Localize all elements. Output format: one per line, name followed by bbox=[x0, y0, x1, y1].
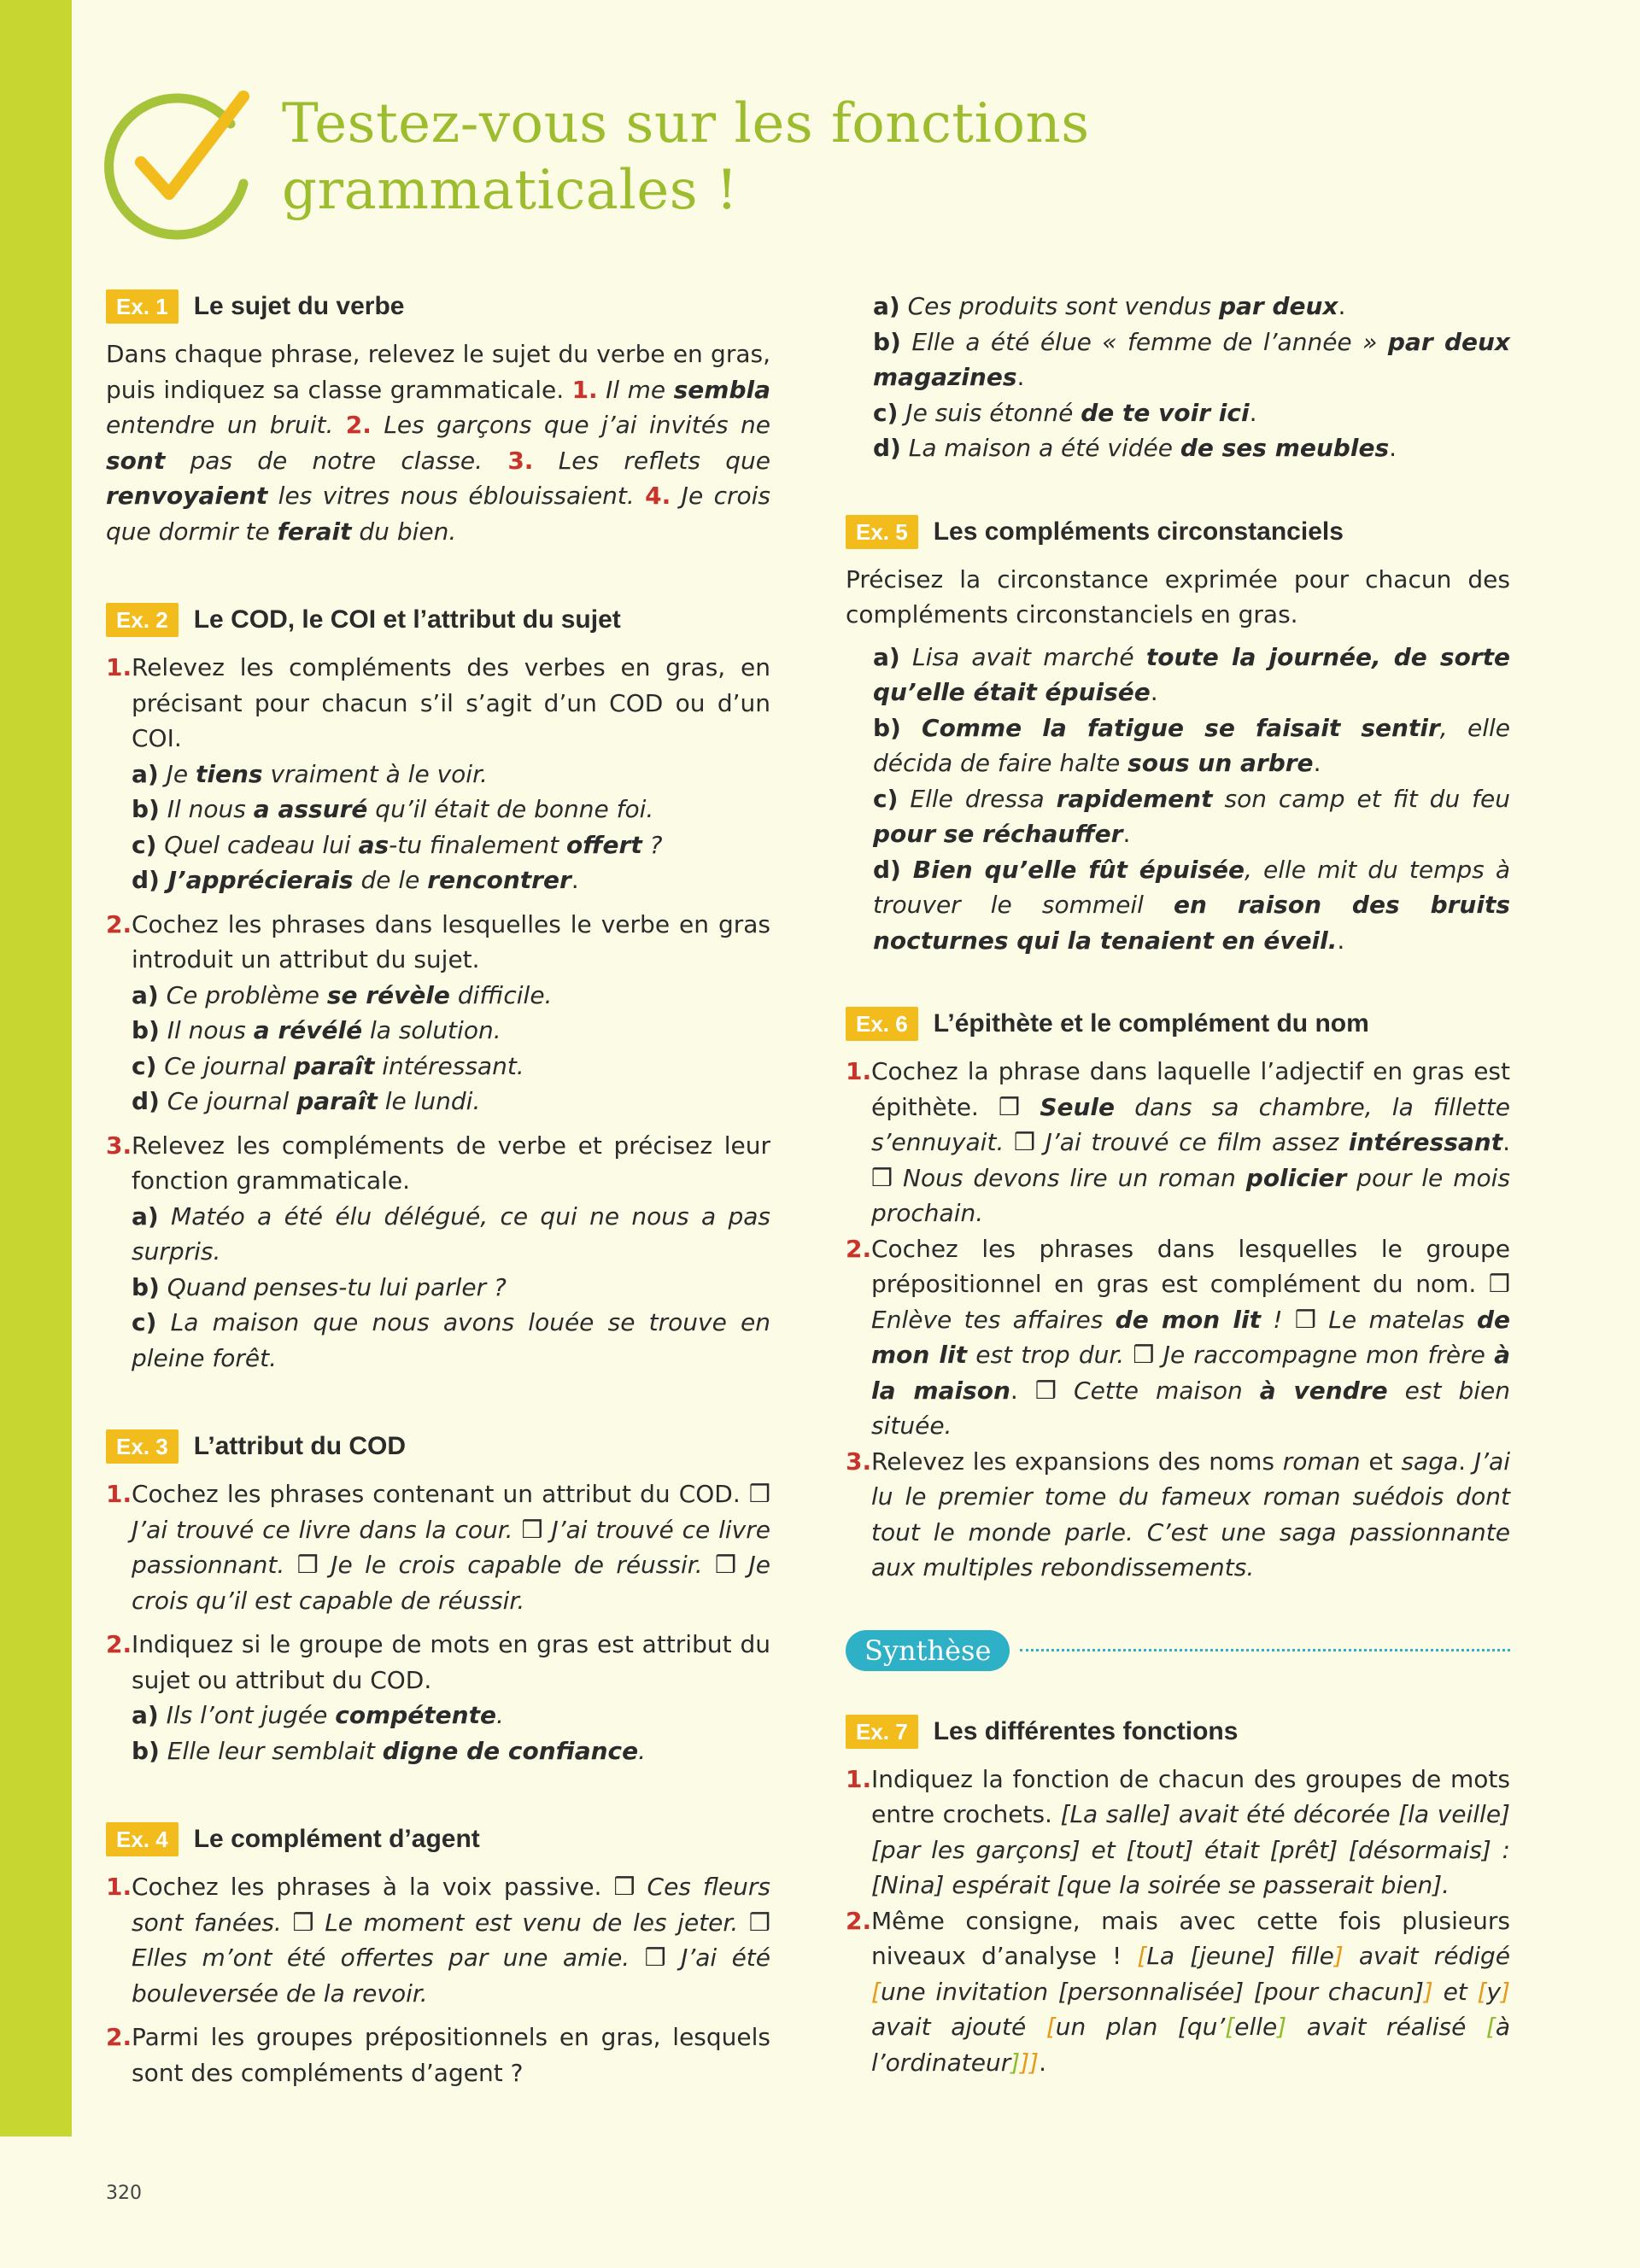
checkmark-circle-icon bbox=[102, 90, 256, 243]
list-item: 3. Relevez les expansions des noms roman et saga. J’ai lu le premier tome du fameux roman suédois dont tout le monde parle. C’est une saga passionnante aux multiples rebondissements. bbox=[846, 1447, 1510, 1581]
exercise-7-header bbox=[846, 1714, 1510, 1750]
checkbox-icon: ❒ bbox=[999, 1092, 1021, 1121]
checkbox-icon: ❒ bbox=[871, 1163, 893, 1192]
page-number: 320 bbox=[106, 2183, 142, 2204]
exercise-badge: Ex. 4 bbox=[106, 1822, 179, 1856]
checkbox-icon: ❒ bbox=[292, 1908, 314, 1937]
list-item: 1. Relevez les compléments des verbes en gras, en précisant pour chacun s’il s’agit d’un COD ou d’un COI. a) Je tiens vraiment à le voir. b) Il nous a assuré qu’il était de bonne foi. c) Quel cadeau lui as-tu finalement offert ? d) J’apprécierais de le rencontrer. bbox=[106, 653, 770, 894]
list-item: 1. Cochez les phrases à la voix passive. ❒ Ces fleurs sont fanées. ❒ Le moment est venu de les jeter. ❒ Elles m’ont été offertes par une amie. ❒ J’ai été bouleversée de la revoir. bbox=[106, 1873, 771, 2008]
list-item: 2. Cochez les phrases dans lesquelles le groupe prépositionnel en gras est complément du nom. ❒ Enlève tes affaires de mon lit ! ❒ Le matelas de mon lit est trop dur. ❒ Je raccompagne mon frère à la maison. ❒ Cette maison à vendre est bien située. bbox=[846, 1234, 1510, 1440]
checkbox-icon: ❒ bbox=[1013, 1128, 1036, 1156]
exercise-4-sublist: a) Ces produits sont vendus par deux. b) Elle a été élue « femme de l’année » par deux magazines. c) Je suis étonné de te voir ici. d) La maison a été vidée de ses meubles. bbox=[873, 292, 1510, 462]
exercise-badge: Ex. 1 bbox=[106, 289, 179, 324]
checkbox-icon: ❒ bbox=[296, 1551, 319, 1579]
checkbox-icon: ❒ bbox=[748, 1908, 770, 1937]
list-item: 2. Indiquez si le groupe de mots en gras est attribut du sujet ou attribut du COD. a) Ils l’ont jugée compétente. b) Elle leur semblait digne de confiance. bbox=[106, 1630, 770, 1765]
exercise-1-header bbox=[106, 289, 770, 324]
exercise-title: L’épithète et le complément du nom bbox=[933, 1009, 1369, 1038]
checkbox-icon: ❒ bbox=[1488, 1270, 1510, 1298]
synthese-section-header bbox=[846, 1630, 1510, 1671]
checkbox-icon: ❒ bbox=[613, 1873, 636, 1901]
checkbox-icon: ❒ bbox=[1034, 1376, 1057, 1405]
exercise-title: L’attribut du COD bbox=[193, 1432, 407, 1461]
checkbox-icon: ❒ bbox=[644, 1944, 666, 1972]
exercise-title: Les différentes fonctions bbox=[933, 1716, 1239, 1745]
exercise-2-header bbox=[106, 602, 770, 638]
exercise-badge: Ex. 3 bbox=[106, 1429, 179, 1464]
exercise-1-text: Dans chaque phrase, relevez le sujet du verbe en gras, puis indiquez sa classe grammaticale. 1. Il me sembla entendre un bruit. 2. Les garçons que j’ai invités ne sont pas de notre classe. 3. Les reflets que renvoyaient les vitres nous éblouissaient. 4. Je crois que dormir te ferait du bien. bbox=[106, 340, 771, 546]
page-title: Testez-vous sur les fonctions grammaticales ! bbox=[282, 92, 1090, 222]
dotted-divider bbox=[1020, 1649, 1510, 1651]
synthese-badge: Synthèse bbox=[846, 1630, 1010, 1671]
exercise-4-header bbox=[106, 1821, 770, 1857]
exercise-3-header bbox=[106, 1429, 770, 1464]
exercise-title: Le complément d’agent bbox=[193, 1825, 480, 1854]
exercise-5-header bbox=[846, 514, 1510, 550]
exercise-title: Le COD, le COI et l’attribut du sujet bbox=[193, 605, 621, 634]
list-item: 1. Cochez les phrases contenant un attribut du COD. ❒ J’ai trouvé ce livre dans la cour. ❒ J’ai trouvé ce livre passionnant. ❒ Je le crois capable de réussir. ❒ Je crois qu’il est capable de réussir. bbox=[106, 1480, 770, 1615]
list-item: 3. Relevez les compléments de verbe et précisez leur fonction grammaticale. a) Matéo a été élu délégué, ce qui ne nous a pas surpris. b) Quand penses-tu lui parler ? c) La maison que nous avons louée se trouve en pleine forêt. bbox=[106, 1131, 770, 1372]
list-item: 2. Cochez les phrases dans lesquelles le verbe en gras introduit un attribut du sujet. a) Ce problème se révèle difficile. b) Il nous a révélé la solution. c) Ce journal paraît intéressant. d) Ce journal paraît le lundi. bbox=[106, 909, 770, 1115]
checkbox-icon: ❒ bbox=[1294, 1305, 1316, 1334]
exercise-title: Le sujet du verbe bbox=[193, 292, 405, 321]
left-column bbox=[106, 289, 770, 2099]
exercise-badge: Ex. 6 bbox=[846, 1007, 918, 1041]
exercise-badge: Ex. 2 bbox=[106, 603, 179, 637]
exercise-5-intro: Précisez la circonstance exprimée pour chacun des compléments circonstanciels en gras. bbox=[846, 564, 1510, 628]
left-color-band bbox=[0, 0, 72, 2136]
checkbox-icon: ❒ bbox=[521, 1515, 543, 1544]
right-column bbox=[846, 289, 1510, 2089]
checkbox-icon: ❒ bbox=[715, 1551, 737, 1579]
exercise-6-header bbox=[846, 1006, 1510, 1042]
list-item: 1. Cochez la phrase dans laquelle l’adjectif en gras est épithète. ❒ Seule dans sa chambre, la fillette s’ennuyait. ❒ J’ai trouvé ce film assez intéressant. ❒ Nous devons lire un roman policier pour le mois prochain. bbox=[846, 1057, 1510, 1227]
exercise-badge: Ex. 7 bbox=[846, 1715, 918, 1749]
exercise-5-sublist: a) Lisa avait marché toute la journée, de sorte qu’elle était épuisée. b) Comme la fatigue se faisait sentir, elle décida de faire halte sous un arbre. c) Elle dressa rapidement son camp et fit du feu pour se réchauffer. d) Bien qu’elle fût épuisée, elle mit du temps à trouver le sommeil en raison des bruits nocturnes qui la tenaient en éveil.. bbox=[873, 642, 1511, 955]
list-item: 2. Parmi les groupes prépositionnels en gras, lesquels sont des compléments d’agent ? bbox=[106, 2023, 770, 2087]
checkbox-icon: ❒ bbox=[1133, 1341, 1155, 1369]
exercise-badge: Ex. 5 bbox=[846, 515, 918, 549]
list-item: 1. Indiquez la fonction de chacun des groupes de mots entre crochets. [La salle] avait été décorée [la veille] [par les garçons] et [tout] était [prêt] [désormais] : [Nina] espérait [que la soirée se passerait bien]. bbox=[846, 1764, 1510, 1899]
exercise-title: Les compléments circonstanciels bbox=[933, 517, 1344, 546]
checkbox-icon: ❒ bbox=[748, 1480, 770, 1508]
list-item: 2. Même consigne, mais avec cette fois plusieurs niveaux d’analyse ! [La [jeune] fille] avait rédigé [une invitation [personnalisée] [pour chacun]] et [y] avait ajouté [un plan [qu’[elle] avait réalisé [à l’ordinateur]]]. bbox=[846, 1906, 1511, 2077]
